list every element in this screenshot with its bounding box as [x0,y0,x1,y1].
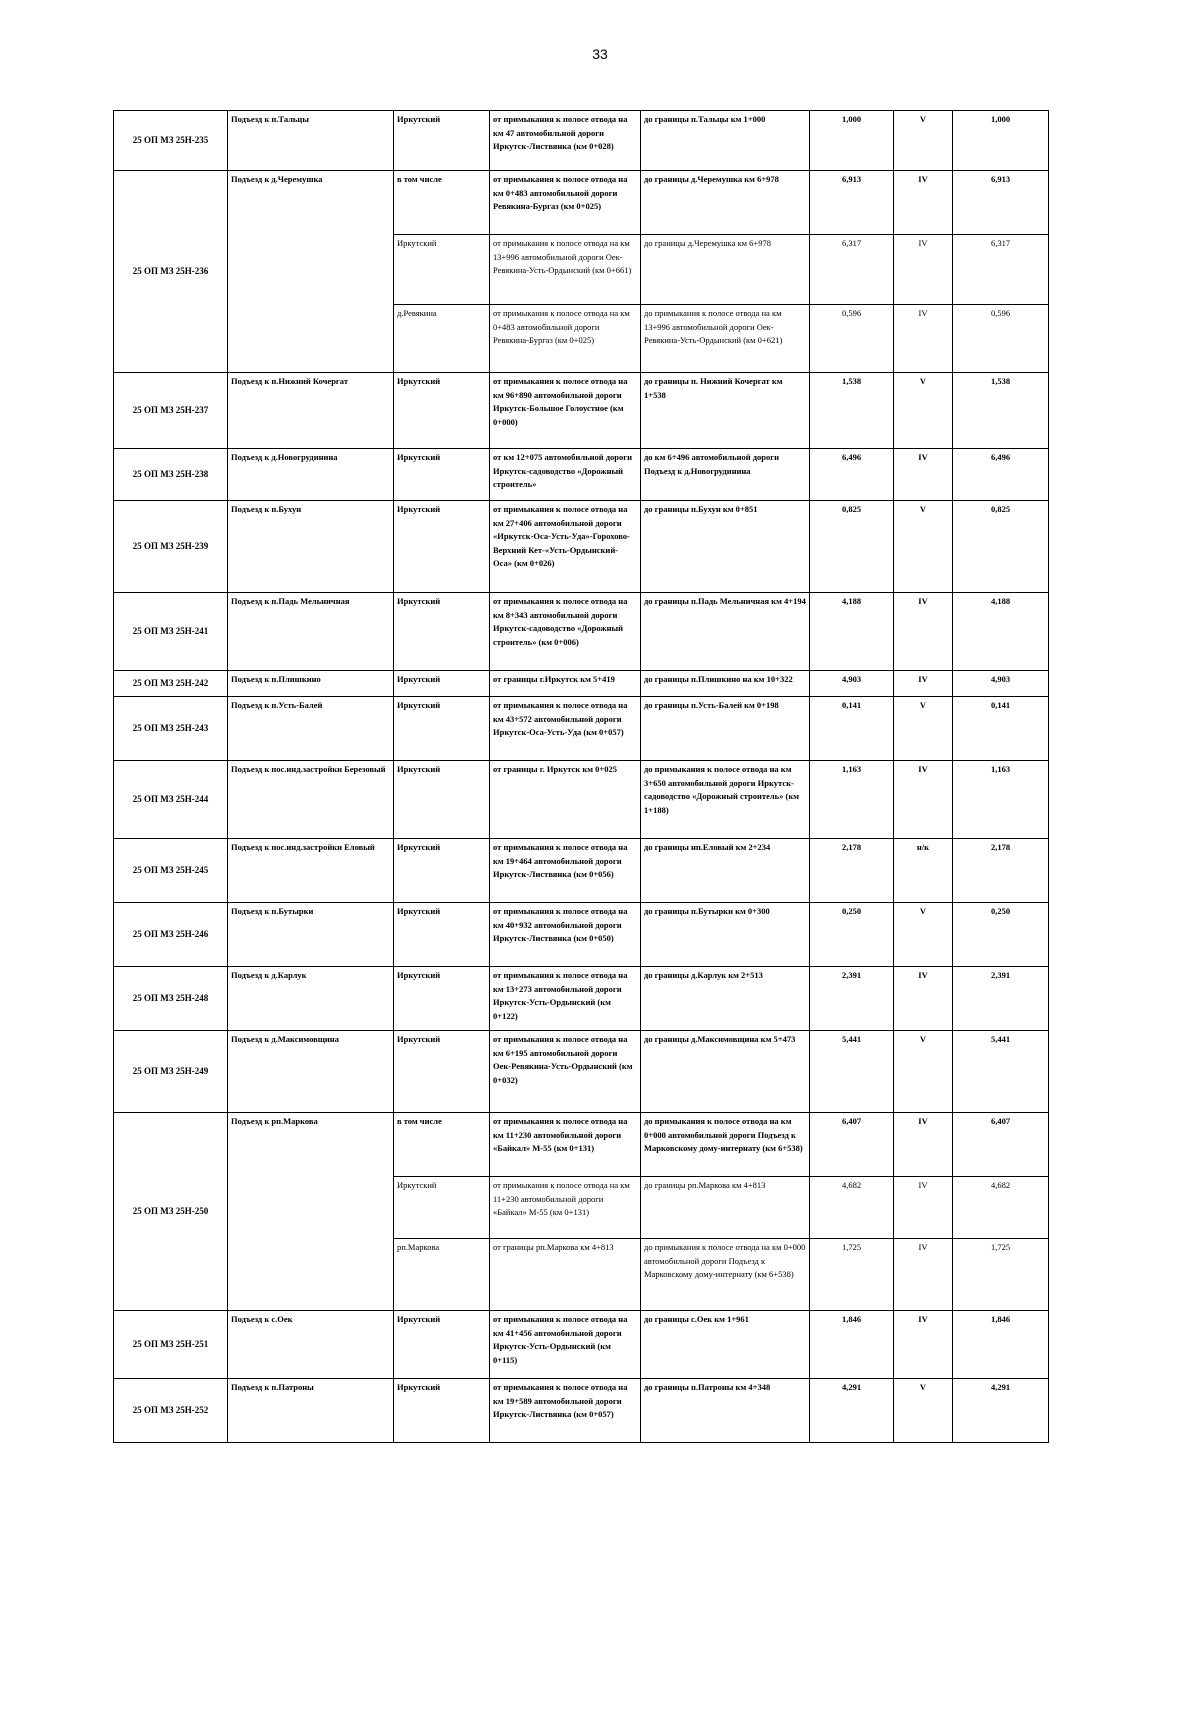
table-row [114,671,1049,697]
road-name-cell: Подъезд к пос.инд.застройки Еловый [228,839,394,903]
category-cell: IV [894,235,953,305]
district-cell: Иркутский [394,697,490,761]
end-point-cell: до границы п. Нижний Кочергат км 1+538 [641,373,810,449]
table-row [114,1379,1049,1443]
category-cell: IV [894,967,953,1031]
total-length-cell: 0,825 [953,501,1049,593]
category-cell: IV [894,305,953,373]
length-cell: 0,141 [810,697,894,761]
district-cell: Иркутский [394,373,490,449]
district-cell: Иркутский [394,761,490,839]
end-point-cell: до примыкания к полосе отвода на км 3+650 автомобильной дороги Иркутск-садоводство «Дорожный строитель» (км 1+188) [641,761,810,839]
start-point-cell: от км 12+075 автомобильной дороги Иркутск-садоводство «Дорожный строитель» [490,449,641,501]
category-cell: IV [894,1311,953,1379]
district-cell: Иркутский [394,1311,490,1379]
start-point-cell: от примыкания к полосе отвода на км 0+483 автомобильной дороги Ревякина-Бургаз (км 0+025) [490,171,641,235]
start-point-cell: от примыкания к полосе отвода на км 11+230 автомобильной дороги «Байкал» М-55 (км 0+131) [490,1177,641,1239]
end-point-cell: до границы рп.Маркова км 4+813 [641,1177,810,1239]
table-row [114,449,1049,501]
end-point-cell: до примыкания к полосе отвода на км 13+996 автомобильной дороги Оек-Ревякина-Усть-Ордынский (км 0+621) [641,305,810,373]
start-point-cell: от примыкания к полосе отвода на км 0+483 автомобильной дороги Ревякина-Бургаз (км 0+025) [490,305,641,373]
table-row [114,501,1049,593]
length-cell: 1,538 [810,373,894,449]
length-cell: 4,903 [810,671,894,697]
total-length-cell: 5,441 [953,1031,1049,1113]
length-cell: 1,725 [810,1239,894,1311]
end-point-cell: до границы п.Падь Мельничная км 4+194 [641,593,810,671]
total-length-cell: 0,596 [953,305,1049,373]
road-name-cell: Подъезд к рп.Маркова [228,1113,394,1311]
category-cell: IV [894,1113,953,1177]
road-name-cell: Подъезд к пос.инд.застройки Березовый [228,761,394,839]
start-point-cell: от примыкания к полосе отвода на км 40+932 автомобильной дороги Иркутск-Листвянка (км 0+050) [490,903,641,967]
table-row [114,1113,1049,1177]
start-point-cell: от примыкания к полосе отвода на км 27+406 автомобильной дороги «Иркутск-Оса-Усть-Уда»-Горохово-Верхний Кет-«Усть-Ордынский-Оса» (км 0+026) [490,501,641,593]
road-name-cell: Подъезд к п.Падь Мельничная [228,593,394,671]
category-cell: IV [894,593,953,671]
category-cell: V [894,1031,953,1113]
total-length-cell: 2,178 [953,839,1049,903]
road-code-cell: 25 ОП МЗ 25Н-246 [114,903,228,967]
length-cell: 1,163 [810,761,894,839]
start-point-cell: от примыкания к полосе отвода на км 43+572 автомобильной дороги Иркутск-Оса-Усть-Уда (км 0+057) [490,697,641,761]
start-point-cell: от примыкания к полосе отвода на км 11+230 автомобильной дороги «Байкал» М-55 (км 0+131) [490,1113,641,1177]
length-cell: 1,846 [810,1311,894,1379]
category-cell: V [894,111,953,171]
category-cell: н/к [894,839,953,903]
district-cell: Иркутский [394,967,490,1031]
road-name-cell: Подъезд к с.Оек [228,1311,394,1379]
district-cell: Иркутский [394,593,490,671]
length-cell: 6,407 [810,1113,894,1177]
end-point-cell: до границы п.Плишкино на км 10+322 [641,671,810,697]
category-cell: IV [894,761,953,839]
table-row [114,697,1049,761]
road-name-cell: Подъезд к п.Бутырки [228,903,394,967]
table-row [114,1311,1049,1379]
district-cell: Иркутский [394,501,490,593]
length-cell: 4,291 [810,1379,894,1443]
road-code-cell: 25 ОП МЗ 25Н-237 [114,373,228,449]
total-length-cell: 1,725 [953,1239,1049,1311]
district-cell: Иркутский [394,903,490,967]
table-row [114,967,1049,1031]
start-point-cell: от примыкания к полосе отвода на км 6+195 автомобильной дороги Оек-Ревякина-Усть-Ордынский (км 0+032) [490,1031,641,1113]
start-point-cell: от границы г. Иркутск км 0+025 [490,761,641,839]
district-cell: в том числе [394,1113,490,1177]
road-name-cell: Подъезд к п.Патроны [228,1379,394,1443]
start-point-cell: от границы рп.Маркова км 4+813 [490,1239,641,1311]
road-name-cell: Подъезд к д.Максимовщина [228,1031,394,1113]
length-cell: 0,596 [810,305,894,373]
table-row [114,171,1049,235]
table-row [114,761,1049,839]
total-length-cell: 2,391 [953,967,1049,1031]
end-point-cell: до границы п.Патроны км 4+348 [641,1379,810,1443]
road-name-cell: Подъезд к д.Новогрудинина [228,449,394,501]
road-name-cell: Подъезд к д.Карлук [228,967,394,1031]
total-length-cell: 1,000 [953,111,1049,171]
total-length-cell: 6,407 [953,1113,1049,1177]
end-point-cell: до км 6+496 автомобильной дороги Подъезд к д.Новогрудинина [641,449,810,501]
road-code-cell: 25 ОП МЗ 25Н-244 [114,761,228,839]
total-length-cell: 1,538 [953,373,1049,449]
length-cell: 6,496 [810,449,894,501]
road-code-cell: 25 ОП МЗ 25Н-243 [114,697,228,761]
table-row [114,111,1049,171]
road-code-cell: 25 ОП МЗ 25Н-242 [114,671,228,697]
road-code-cell: 25 ОП МЗ 25Н-252 [114,1379,228,1443]
total-length-cell: 0,141 [953,697,1049,761]
length-cell: 2,178 [810,839,894,903]
end-point-cell: до границы с.Оек км 1+961 [641,1311,810,1379]
length-cell: 2,391 [810,967,894,1031]
start-point-cell: от примыкания к полосе отвода на км 8+343 автомобильной дороги Иркутск-садоводство «Дорожный строитель» (км 0+006) [490,593,641,671]
district-cell: рп.Маркова [394,1239,490,1311]
district-cell: Иркутский [394,671,490,697]
road-code-cell: 25 ОП МЗ 25Н-238 [114,449,228,501]
road-name-cell: Подъезд к п.Нижний Кочергат [228,373,394,449]
total-length-cell: 1,846 [953,1311,1049,1379]
end-point-cell: до примыкания к полосе отвода на км 0+000 автомобильной дороги Подъезд к Марковскому дому-интернату (км 6+538) [641,1113,810,1177]
length-cell: 4,188 [810,593,894,671]
district-cell: в том числе [394,171,490,235]
total-length-cell: 1,163 [953,761,1049,839]
end-point-cell: до примыкания к полосе отвода на км 0+000 автомобильной дороги Подъезд к Марковскому дому-интернату (км 6+538) [641,1239,810,1311]
district-cell: Иркутский [394,1177,490,1239]
start-point-cell: от примыкания к полосе отвода на км 19+589 автомобильной дороги Иркутск-Листвянка (км 0+057) [490,1379,641,1443]
category-cell: IV [894,1239,953,1311]
district-cell: Иркутский [394,449,490,501]
road-name-cell: Подъезд к п.Усть-Балей [228,697,394,761]
category-cell: IV [894,449,953,501]
end-point-cell: до границы п.Бутырки км 0+300 [641,903,810,967]
road-name-cell: Подъезд к п.Бухун [228,501,394,593]
table-row [114,593,1049,671]
start-point-cell: от примыкания к полосе отвода на км 41+456 автомобильной дороги Иркутск-Усть-Ордынский (км 0+115) [490,1311,641,1379]
total-length-cell: 0,250 [953,903,1049,967]
total-length-cell: 4,291 [953,1379,1049,1443]
end-point-cell: до границы п.Тальцы км 1+000 [641,111,810,171]
end-point-cell: до границы д.Черемушка км 6+978 [641,235,810,305]
start-point-cell: от границы г.Иркутск км 5+419 [490,671,641,697]
road-code-cell: 25 ОП МЗ 25Н-241 [114,593,228,671]
total-length-cell: 4,188 [953,593,1049,671]
end-point-cell: до границы нп.Еловый км 2+234 [641,839,810,903]
road-name-cell: Подъезд к п.Плишкино [228,671,394,697]
total-length-cell: 6,496 [953,449,1049,501]
page-number: 33 [592,46,608,62]
road-code-cell: 25 ОП МЗ 25Н-249 [114,1031,228,1113]
road-code-cell: 25 ОП МЗ 25Н-251 [114,1311,228,1379]
road-code-cell: 25 ОП МЗ 25Н-239 [114,501,228,593]
district-cell: Иркутский [394,235,490,305]
category-cell: V [894,1379,953,1443]
length-cell: 1,000 [810,111,894,171]
district-cell: д.Ревякина [394,305,490,373]
start-point-cell: от примыкания к полосе отвода на км 13+273 автомобильной дороги Иркутск-Усть-Ордынский (км 0+122) [490,967,641,1031]
road-name-cell: Подъезд к д.Черемушка [228,171,394,373]
end-point-cell: до границы д.Максимовщина км 5+473 [641,1031,810,1113]
district-cell: Иркутский [394,839,490,903]
end-point-cell: до границы д.Карлук км 2+513 [641,967,810,1031]
district-cell: Иркутский [394,1379,490,1443]
length-cell: 6,913 [810,171,894,235]
total-length-cell: 6,913 [953,171,1049,235]
length-cell: 5,441 [810,1031,894,1113]
road-name-cell: Подъезд к п.Тальцы [228,111,394,171]
category-cell: V [894,373,953,449]
category-cell: V [894,903,953,967]
table-row [114,1031,1049,1113]
road-code-cell: 25 ОП МЗ 25Н-235 [114,111,228,171]
total-length-cell: 4,682 [953,1177,1049,1239]
start-point-cell: от примыкания к полосе отвода на км 19+464 автомобильной дороги Иркутск-Листвянка (км 0+056) [490,839,641,903]
table-row [114,373,1049,449]
road-code-cell: 25 ОП МЗ 25Н-245 [114,839,228,903]
length-cell: 6,317 [810,235,894,305]
table-row [114,903,1049,967]
end-point-cell: до границы п.Бухун км 0+851 [641,501,810,593]
start-point-cell: от примыкания к полосе отвода на км 96+890 автомобильной дороги Иркутск-Большое Голоустное (км 0+000) [490,373,641,449]
end-point-cell: до границы п.Усть-Балей км 0+198 [641,697,810,761]
district-cell: Иркутский [394,111,490,171]
category-cell: IV [894,1177,953,1239]
end-point-cell: до границы д.Черемушка км 6+978 [641,171,810,235]
total-length-cell: 4,903 [953,671,1049,697]
roads-table [113,110,1049,1443]
category-cell: IV [894,671,953,697]
start-point-cell: от примыкания к полосе отвода на км 47 автомобильной дороги Иркутск-Листвянка (км 0+028) [490,111,641,171]
length-cell: 0,250 [810,903,894,967]
category-cell: V [894,697,953,761]
length-cell: 0,825 [810,501,894,593]
district-cell: Иркутский [394,1031,490,1113]
road-code-cell: 25 ОП МЗ 25Н-250 [114,1113,228,1311]
start-point-cell: от примыкания к полосе отвода на км 13+996 автомобильной дороги Оек-Ревякина-Усть-Ордынский (км 0+661) [490,235,641,305]
road-code-cell: 25 ОП МЗ 25Н-236 [114,171,228,373]
table-row [114,839,1049,903]
category-cell: V [894,501,953,593]
length-cell: 4,682 [810,1177,894,1239]
total-length-cell: 6,317 [953,235,1049,305]
category-cell: IV [894,171,953,235]
road-code-cell: 25 ОП МЗ 25Н-248 [114,967,228,1031]
